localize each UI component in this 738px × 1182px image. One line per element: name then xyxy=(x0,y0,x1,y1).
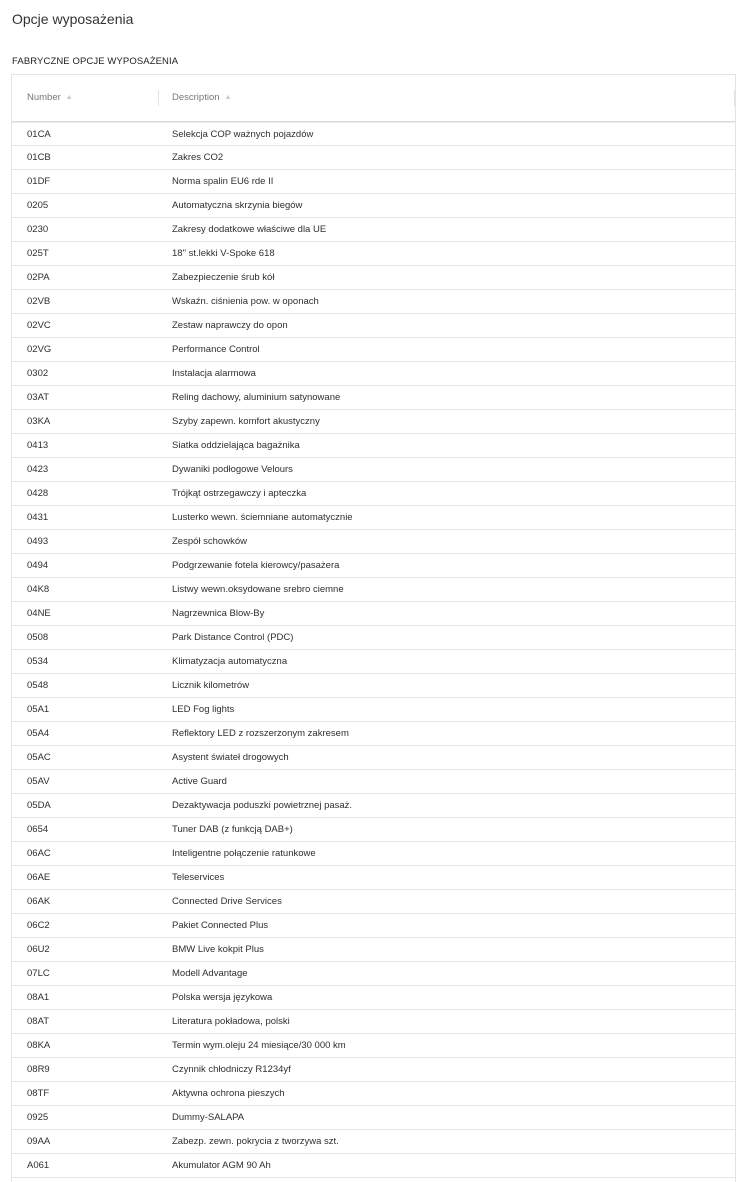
cell-description: Tuner DAB (z funkcją DAB+) xyxy=(172,824,293,835)
table-row xyxy=(12,554,735,578)
cell-number: 0508 xyxy=(27,632,49,643)
cell-number: 09AA xyxy=(27,1136,51,1147)
column-header-number[interactable] xyxy=(27,92,73,103)
column-divider xyxy=(734,90,735,106)
cell-description: Teleservices xyxy=(172,872,225,883)
table-header xyxy=(12,75,735,122)
cell-description: Wskaźn. ciśnienia pow. w oponach xyxy=(172,296,319,307)
cell-number: 01DF xyxy=(27,176,51,187)
table-row xyxy=(12,506,735,530)
cell-description: Dywaniki podłogowe Velours xyxy=(172,464,293,475)
cell-number: 0205 xyxy=(27,200,49,211)
table-row xyxy=(12,242,735,266)
cell-description: Czynnik chłodniczy R1234yf xyxy=(172,1064,291,1075)
cell-number: 0494 xyxy=(27,560,49,571)
cell-number: 05A1 xyxy=(27,704,50,715)
cell-number: 0548 xyxy=(27,680,49,691)
table-row xyxy=(12,866,735,890)
cell-number: 06C2 xyxy=(27,920,50,931)
cell-description: Active Guard xyxy=(172,776,227,787)
cell-description: Zespół schowków xyxy=(172,536,247,547)
table-row xyxy=(12,986,735,1010)
table-row xyxy=(12,818,735,842)
column-header-description[interactable] xyxy=(172,92,231,103)
cell-number: 0654 xyxy=(27,824,49,835)
cell-description: Asystent świateł drogowych xyxy=(172,752,289,763)
cell-description: Zestaw naprawczy do opon xyxy=(172,320,288,331)
table-row xyxy=(12,626,735,650)
table-row xyxy=(12,1130,735,1154)
table-row xyxy=(12,170,735,194)
cell-number: 05A4 xyxy=(27,728,50,739)
table-row xyxy=(12,218,735,242)
table-row xyxy=(12,122,735,146)
equipment-table xyxy=(11,74,736,1182)
cell-description: 18" st.lekki V-Spoke 618 xyxy=(172,248,275,259)
column-header-number-label: Number xyxy=(27,92,61,103)
table-row xyxy=(12,938,735,962)
column-header-description-label: Description xyxy=(172,92,220,103)
cell-description: Dummy-SALAPA xyxy=(172,1112,245,1123)
table-row xyxy=(12,314,735,338)
table-row xyxy=(12,1082,735,1106)
cell-number: 0493 xyxy=(27,536,49,547)
cell-description: Modell Advantage xyxy=(172,968,248,979)
cell-number: A061 xyxy=(27,1160,50,1171)
cell-description: Trójkąt ostrzegawczy i apteczka xyxy=(172,488,307,499)
table-row xyxy=(12,962,735,986)
table-body xyxy=(12,122,735,1178)
table-row xyxy=(12,338,735,362)
cell-number: 0534 xyxy=(27,656,49,667)
table-row xyxy=(12,1034,735,1058)
cell-description: Aktywna ochrona pieszych xyxy=(172,1088,285,1099)
cell-number: 02VG xyxy=(27,344,52,355)
cell-number: 06AE xyxy=(27,872,51,883)
table-row xyxy=(12,386,735,410)
table-row xyxy=(12,746,735,770)
cell-number: 01CA xyxy=(27,129,51,140)
cell-description: Inteligentne połączenie ratunkowe xyxy=(172,848,316,859)
table-row xyxy=(12,146,735,170)
cell-description: Klimatyzacja automatyczna xyxy=(172,656,288,667)
cell-description: Szyby zapewn. komfort akustyczny xyxy=(172,416,320,427)
table-row xyxy=(12,266,735,290)
cell-description: Literatura pokładowa, polski xyxy=(172,1016,290,1027)
table-row xyxy=(12,602,735,626)
cell-description: Zabezp. zewn. pokrycia z tworzywa szt. xyxy=(172,1136,339,1147)
cell-description: Selekcja COP ważnych pojazdów xyxy=(172,129,314,140)
table-row xyxy=(12,362,735,386)
table-row xyxy=(12,578,735,602)
cell-description: Zakresy dodatkowe właściwe dla UE xyxy=(172,224,327,235)
cell-number: 0413 xyxy=(27,440,49,451)
cell-number: 025T xyxy=(27,248,49,259)
sort-icon[interactable]: ▲︎ xyxy=(65,94,73,101)
table-row xyxy=(12,458,735,482)
cell-description: LED Fog lights xyxy=(172,704,235,715)
cell-description: Zabezpieczenie śrub kół xyxy=(172,272,275,283)
table-row xyxy=(12,434,735,458)
cell-number: 02PA xyxy=(27,272,50,283)
table-row xyxy=(12,482,735,506)
cell-description: Reling dachowy, aluminium satynowane xyxy=(172,392,341,403)
sort-icon[interactable]: ▲︎ xyxy=(224,94,232,101)
table-row xyxy=(12,530,735,554)
cell-number: 0302 xyxy=(27,368,49,379)
cell-description: Listwy wewn.oksydowane srebro ciemne xyxy=(172,584,344,595)
cell-description: Park Distance Control (PDC) xyxy=(172,632,294,643)
cell-number: 0428 xyxy=(27,488,49,499)
table-row xyxy=(12,1058,735,1082)
cell-number: 08AT xyxy=(27,1016,50,1027)
cell-number: 06U2 xyxy=(27,944,50,955)
cell-number: 0431 xyxy=(27,512,49,523)
table-row xyxy=(12,698,735,722)
table-row xyxy=(12,770,735,794)
cell-description: Performance Control xyxy=(172,344,260,355)
table-row xyxy=(12,914,735,938)
cell-number: 0423 xyxy=(27,464,49,475)
cell-description: Siatka oddzielająca bagażnika xyxy=(172,440,300,451)
cell-number: 08A1 xyxy=(27,992,50,1003)
table-row xyxy=(12,650,735,674)
cell-number: 03KA xyxy=(27,416,51,427)
cell-number: 02VB xyxy=(27,296,51,307)
table-row xyxy=(12,890,735,914)
cell-description: Instalacja alarmowa xyxy=(172,368,256,379)
cell-number: 03AT xyxy=(27,392,50,403)
page-title: Opcje wyposażenia xyxy=(12,11,134,27)
cell-number: 0230 xyxy=(27,224,49,235)
cell-description: BMW Live kokpit Plus xyxy=(172,944,264,955)
cell-number: 06AK xyxy=(27,896,51,907)
cell-number: 05DA xyxy=(27,800,51,811)
section-title: FABRYCZNE OPCJE WYPOSAŻENIA xyxy=(12,56,179,67)
cell-description: Norma spalin EU6 rde II xyxy=(172,176,274,187)
cell-number: 05AC xyxy=(27,752,51,763)
cell-number: 08TF xyxy=(27,1088,50,1099)
cell-number: 04NE xyxy=(27,608,51,619)
cell-number: 08KA xyxy=(27,1040,51,1051)
table-row xyxy=(12,674,735,698)
table-row xyxy=(12,1154,735,1178)
table-row xyxy=(12,410,735,434)
cell-number: 0925 xyxy=(27,1112,49,1123)
cell-description: Dezaktywacja poduszki powietrznej pasaż. xyxy=(172,800,353,811)
cell-number: 05AV xyxy=(27,776,50,787)
cell-description: Akumulator AGM 90 Ah xyxy=(172,1160,271,1171)
cell-description: Lusterko wewn. ściemniane automatycznie xyxy=(172,512,353,523)
cell-description: Connected Drive Services xyxy=(172,896,282,907)
cell-description: Podgrzewanie fotela kierowcy/pasażera xyxy=(172,560,340,571)
cell-description: Pakiet Connected Plus xyxy=(172,920,269,931)
cell-number: 06AC xyxy=(27,848,51,859)
column-divider xyxy=(158,90,159,106)
cell-description: Nagrzewnica Blow-By xyxy=(172,608,265,619)
table-row xyxy=(12,794,735,818)
cell-number: 01CB xyxy=(27,152,51,163)
cell-number: 04K8 xyxy=(27,584,50,595)
cell-description: Automatyczna skrzynia biegów xyxy=(172,200,303,211)
cell-description: Termin wym.oleju 24 miesiące/30 000 km xyxy=(172,1040,346,1051)
table-row xyxy=(12,1106,735,1130)
cell-description: Zakres CO2 xyxy=(172,152,224,163)
table-row xyxy=(12,1010,735,1034)
table-row xyxy=(12,194,735,218)
cell-number: 02VC xyxy=(27,320,51,331)
table-row xyxy=(12,722,735,746)
cell-description: Polska wersja językowa xyxy=(172,992,273,1003)
table-row xyxy=(12,290,735,314)
cell-number: 07LC xyxy=(27,968,50,979)
cell-description: Reflektory LED z rozszerzonym zakresem xyxy=(172,728,349,739)
cell-number: 08R9 xyxy=(27,1064,50,1075)
table-row xyxy=(12,842,735,866)
cell-description: Licznik kilometrów xyxy=(172,680,250,691)
